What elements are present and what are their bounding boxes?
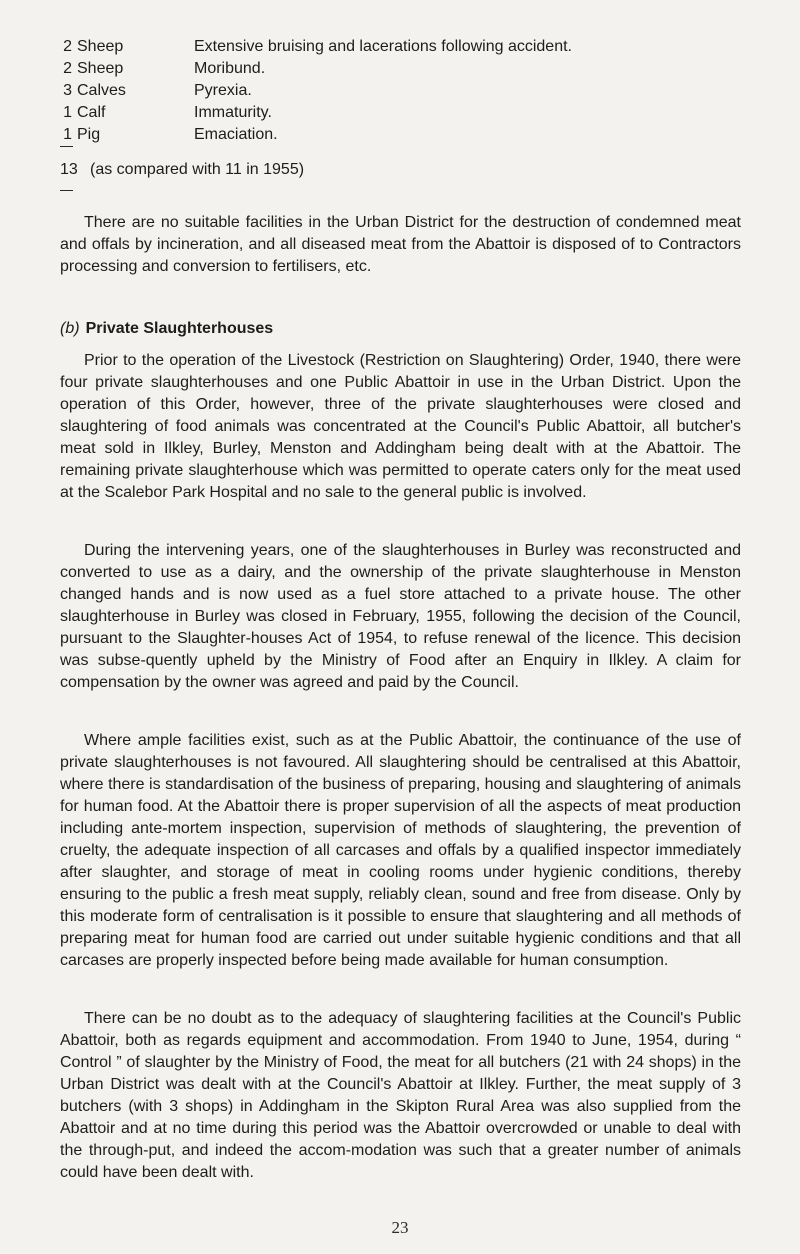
animal-count: 1 <box>63 104 72 121</box>
table-total <box>60 159 304 181</box>
animal-type: Calf <box>77 104 106 121</box>
centralisation-paragraph: Where ample facilities exist, such as at the Public Abattoir, the continuance of the use of private slaughterhouses is not favoured. All slaughtering should be centralised at this Abattoir, where there is standardisation of the business of preparing, housing and slaughtering of animals for human food. At the Abattoir there is proper supervision of all the aspects of meat production including ante-mortem inspection, supervision of methods of slaughtering, the prevention of cruelty, the adequate inspection of all carcases and offals by a qualified inspector immediately after slaughter, and storage of meat in cooling rooms under hygienic conditions, thereby ensuring to the public a fresh meat supply, reliably clean, sound and free from disease. Only by this moderate form of centralisation is it possible to ensure that slaughtering and all methods of preparing meat for human food are carried out under suitable hygienic conditions and that all carcases are properly inspected before being made available for human consumption. <box>60 732 741 969</box>
section-heading <box>60 318 273 340</box>
intervening-years-paragraph: During the intervening years, one of the slaughterhouses in Burley was reconstructed and converted to use as a dairy, and the ownership of the private slaughterhouse in Menston changed hands and is now used as a fuel store attached to a private house. The other slaughterhouse in Burley was closed in February, 1955, following the decision of the Council, pursuant to the Slaughter-houses Act of 1954, to refuse renewal of the licence. This decision was subse-quently upheld by the Ministry of Food after an Enquiry in Ilkley. A claim for compensation by the owner was agreed and paid by the Council. <box>60 542 741 691</box>
total-count: 13 <box>60 161 78 178</box>
animal-type: Pig <box>77 126 101 143</box>
animal-type: Sheep <box>77 38 124 55</box>
total-comparison-note: (as compared with 11 in 1955) <box>90 161 305 178</box>
section-letter: (b) <box>60 320 80 337</box>
incineration-paragraph: There are no suitable facilities in the Urban District for the destruction of condemned meat and offals by incineration, and all diseased meat from the Abattoir is disposed of to Contractors processing and conversion to fertilisers, etc. <box>60 214 741 275</box>
sum-rule-top <box>60 146 73 147</box>
condemnation-reason: Extensive bruising and lacerations following accident. <box>194 38 572 55</box>
condemnation-reason: Moribund. <box>194 60 266 77</box>
condemnation-reason: Immaturity. <box>194 104 272 121</box>
slaughtering-order-paragraph: Prior to the operation of the Livestock (Restriction on Slaughtering) Order, 1940, there were four private slaughterhouses and one Public Abattoir in use in the Urban District. Upon the operation of this Order, however, three of the private slaughterhouses were closed and slaughtering of food animals was concentrated at the Council's Public Abattoir, all butcher's meat sold in Ilkley, Burley, Menston and Addingham being dealt with at the Abattoir. The remaining private slaughterhouse which was permitted to operate caters only for the meat used at the Scalebor Park Hospital and no sale to the general public is involved. <box>60 352 741 501</box>
condemnation-reason: Pyrexia. <box>194 82 252 99</box>
animal-type: Sheep <box>77 60 124 77</box>
condemnation-reason: Emaciation. <box>194 126 278 143</box>
animal-type: Calves <box>77 82 126 99</box>
animal-count: 1 <box>63 126 72 143</box>
adequacy-paragraph: There can be no doubt as to the adequacy of slaughtering facilities at the Council's Public Abattoir, both as regards equipment and accommodation. From 1940 to June, 1954, during “ Control ” of slaughter by the Ministry of Food, the meat for all butchers (21 with 24 shops) in the Urban District was dealt with at the Council's Abattoir at Ilkley. Further, the meat supply of 3 butchers (with 3 shops) in Addingham in the Skipton Rural Area was also supplied from the Abattoir and at no time during this period was the Abattoir overcrowded or unable to deal with the through-put, and indeed the accom-modation was such that a greater number of animals could have been dealt with. <box>60 1010 741 1181</box>
page-number: 23 <box>391 1218 409 1237</box>
sum-rule-bottom <box>60 190 73 191</box>
section-title: Private Slaughterhouses <box>85 320 274 337</box>
animal-count: 2 <box>63 60 72 77</box>
animal-count: 3 <box>63 82 72 99</box>
animal-count: 2 <box>63 38 72 55</box>
